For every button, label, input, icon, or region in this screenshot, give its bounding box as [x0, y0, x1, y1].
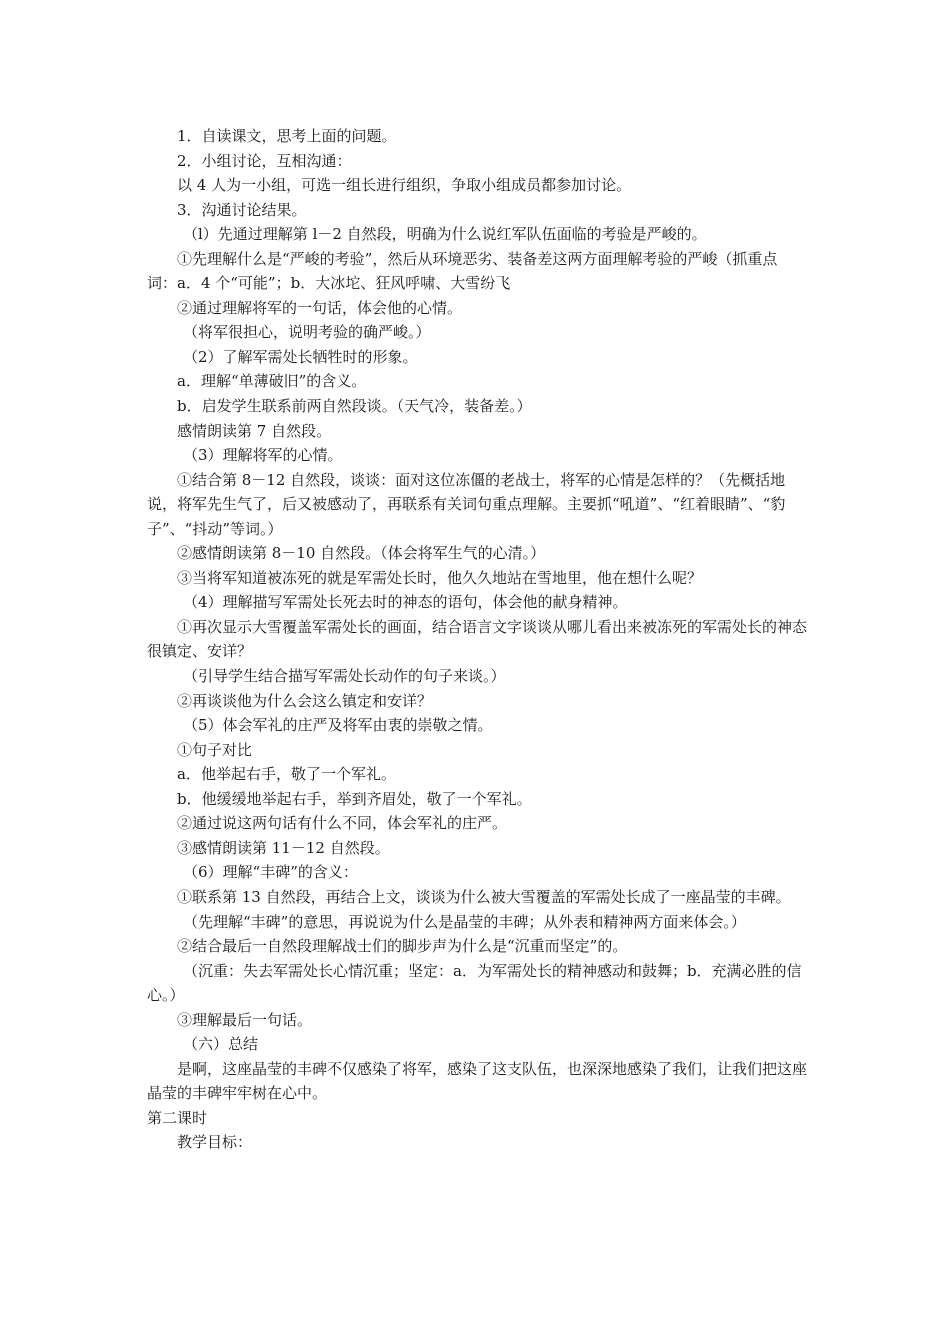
paragraph: ②感情朗读第 8－10 自然段。（体会将军生气的心清。）: [177, 544, 546, 563]
paragraph: ②再谈谈他为什么会这么镇定和安详？: [177, 691, 433, 710]
paragraph: ①联系第 13 自然段，再结合上文，谈谈为什么被大雪覆盖的军需处长成了一座晶莹的丰碑。: [177, 887, 791, 906]
paragraph: （5）体会军礼的庄严及将军由衷的崇敬之情。: [183, 716, 493, 735]
paragraph: （六）总结: [183, 1035, 259, 1054]
paragraph: ①再次显示大雪覆盖军需处长的画面，结合语言文字谈谈从哪儿看出来被冻死的军需处长的神态很镇定、安详？: [147, 617, 808, 661]
paragraph: 教学目标：: [177, 1133, 253, 1152]
paragraph: （l）先通过理解第 l－2 自然段，明确为什么说红军队伍面临的考验是严峻的。: [183, 225, 707, 244]
paragraph: 3．沟通讨论结果。: [177, 200, 307, 219]
paragraph: 第二课时: [147, 1108, 208, 1127]
paragraph: ②结合最后一自然段理解战士们的脚步声为什么是“沉重而坚定”的。: [177, 937, 628, 956]
paragraph: （3）理解将军的心情。: [183, 446, 343, 465]
paragraph: （2）了解军需处长牺牲时的形象。: [183, 347, 418, 366]
paragraph: 是啊，这座晶莹的丰碑不仅感染了将军，感染了这支队伍，也深深地感染了我们，让我们把这座晶莹的丰碑牢牢树在心中。: [147, 1059, 808, 1103]
document-body: [147, 124, 807, 1155]
paragraph: （引导学生结合描写军需处长动作的句子来谈。）: [183, 667, 506, 686]
paragraph: ①句子对比: [177, 740, 253, 759]
paragraph: （6）理解“丰碑”的含义：: [183, 863, 358, 882]
paragraph: b．他缓缓地举起右手，举到齐眉处，敬了一个军礼。: [177, 789, 532, 808]
paragraph: 2．小组讨论，互相沟通：: [177, 151, 352, 170]
paragraph: ①结合第 8－12 自然段，谈谈：面对这位冻僵的老战士，将军的心情是怎样的？（先概括地说，将军先生气了，后又被感动了，再联系有关词句重点理解。主要抓“吼道”、“红着眼睛”、“豹子”、“抖动”等词。）: [147, 470, 786, 538]
paragraph: 感情朗读第 7 自然段。: [177, 421, 332, 440]
paragraph: ③感情朗读第 11－12 自然段。: [177, 838, 390, 857]
paragraph: ①先理解什么是“严峻的考验”，然后从环境恶劣、装备差这两方面理解考验的严峻（抓重点词：a．4 个“可能”；b．大冰坨、狂风呼啸、大雪纷飞: [147, 249, 778, 293]
paragraph: （将军很担心，说明考验的确严峻。）: [183, 323, 431, 342]
paragraph: ③理解最后一句话。: [177, 1010, 313, 1029]
paragraph: a．他举起右手，敬了一个军礼。: [177, 765, 396, 784]
paragraph: b．启发学生联系前两自然段谈。（天气冷，装备差。）: [177, 397, 532, 416]
paragraph: （沉重：失去军需处长心情沉重；坚定：a．为军需处长的精神感动和鼓舞；b．充满必胜的信心。）: [147, 961, 802, 1005]
paragraph: a．理解“单薄破旧”的含义。: [177, 372, 367, 391]
paragraph: 以 4 人为一小组，可选一组长进行组织，争取小组成员都参加讨论。: [177, 176, 632, 195]
paragraph: ②通过理解将军的一句话，体会他的心情。: [177, 298, 463, 317]
paragraph: （4）理解描写军需处长死去时的神态的语句，体会他的献身精神。: [183, 593, 628, 612]
paragraph: ②通过说这两句话有什么不同，体会军礼的庄严。: [177, 814, 508, 833]
paragraph: ③当将军知道被冻死的就是军需处长时，他久久地站在雪地里，他在想什么呢？: [177, 568, 703, 587]
paragraph: 1．自读课文，思考上面的问题。: [177, 127, 397, 145]
paragraph: （先理解“丰碑”的意思，再说说为什么是晶莹的丰碑；从外表和精神两方面来体会。）: [183, 912, 746, 931]
